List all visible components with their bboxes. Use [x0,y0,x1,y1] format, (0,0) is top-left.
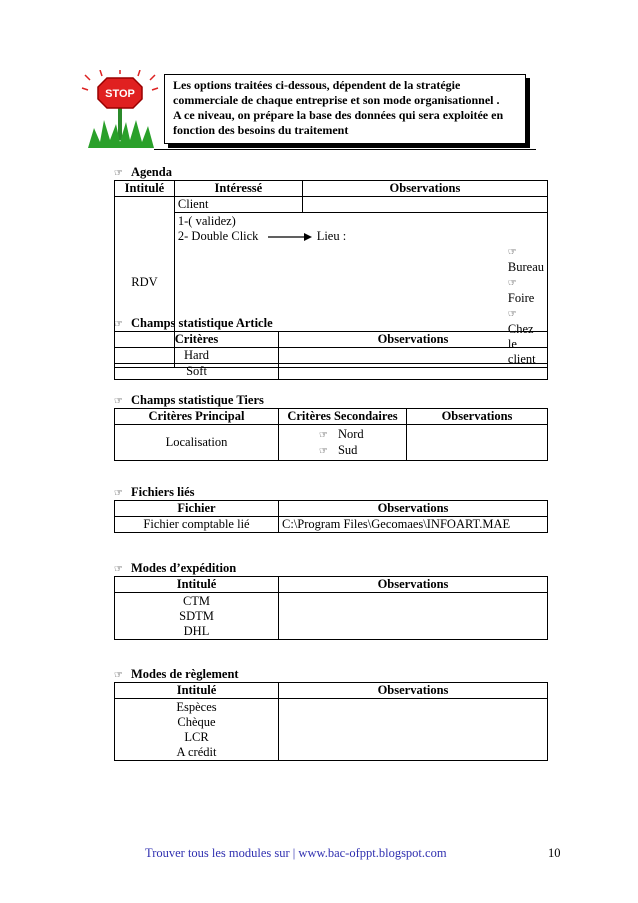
pointing-hand-icon: ☞ [114,168,123,179]
tiers-principal: Localisation [115,425,279,461]
list-item: ☞Bureau [507,247,544,274]
reglement-table [114,682,548,761]
separator-rule [154,149,536,150]
list-item: ☞Foire [507,278,535,305]
tiers-table [114,408,548,461]
table-row: Soft [115,364,279,380]
fichier-name: Fichier comptable lié [115,517,279,533]
section-title-article: ☞ Champs statistique Article [114,316,273,330]
arrow-right-icon [268,232,312,242]
pointing-hand-icon: ☞ [507,247,517,258]
pointing-hand-icon: ☞ [114,488,123,499]
col-header: Critères Principal [115,409,279,425]
list-item: CTM [182,593,211,608]
fichier-path: C:\Program Files\Gecomaes\INFOART.MAE [279,517,548,533]
list-item: ☞Chez le client [507,309,536,366]
section-title-agenda: ☞ Agenda [114,165,172,179]
col-header: Intitulé [115,683,279,699]
col-header: Observations [279,683,548,699]
pointing-hand-icon: ☞ [114,319,123,330]
list-item: ☞ Sud [319,442,358,457]
pointing-hand-icon: ☞ [114,670,123,681]
col-header: Intéressé [174,181,302,197]
pointing-hand-icon: ☞ [507,309,517,320]
list-item: DHL [183,623,210,638]
col-header: Intitulé [115,577,279,593]
col-header: Intitulé [115,181,175,197]
list-item: Chèque [177,714,216,729]
pointing-hand-icon: ☞ [114,564,123,575]
stop-sign-logo [80,70,160,150]
pointing-hand-icon: ☞ [507,278,517,289]
list-item: ☞ Nord [319,426,364,441]
col-header: Critères Secondaires [279,409,407,425]
agenda-interesse-line: 2- Double Click [177,229,259,243]
notice-line: Les options traitées ci-dessous, dépendent de la stratégie [173,78,461,92]
col-header: Observations [302,181,547,197]
col-header: Fichier [115,501,279,517]
agenda-interesse-client: Client [174,197,302,213]
list-item: A crédit [176,744,217,759]
svg-text:STOP: STOP [105,88,135,100]
col-header: Observations [279,577,548,593]
section-title-expedition: ☞ Modes d’expédition [114,561,237,575]
pointing-hand-icon: ☞ [114,396,123,407]
col-header: Observations [279,332,548,348]
pointing-hand-icon: ☞ [319,445,328,457]
article-table [114,331,548,380]
table-row: Hard [115,348,279,364]
notice-line: fonction des besoins du traitement [173,123,349,137]
list-item: LCR [184,729,209,744]
footer-link[interactable]: Trouver tous les modules sur | www.bac-ofppt.blogspot.com [145,846,447,860]
section-title-reglement: ☞ Modes de règlement [114,667,239,681]
col-header: Observations [279,501,548,517]
section-title-tiers: ☞ Champs statistique Tiers [114,393,264,407]
notice-line: commerciale de chaque entreprise et son mode organisationnel . [173,93,500,107]
section-title-fichiers: ☞ Fichiers liés [114,485,195,499]
agenda-lieu-label: Lieu : [316,229,347,243]
notice-box [164,74,526,144]
agenda-interesse-line: 1-( validez) [177,214,236,228]
notice-line: A ce niveau, on prépare la base des données qui sera exploitée en [173,108,504,122]
agenda-intitule: RDV [115,197,175,368]
expedition-table [114,576,548,640]
page-number: 10 [548,846,561,860]
pointing-hand-icon: ☞ [319,429,328,441]
list-item: SDTM [179,608,214,623]
list-item: Espèces [176,699,217,714]
col-header: Observations [407,409,548,425]
col-header: Critères [115,332,279,348]
fichiers-table [114,500,548,533]
